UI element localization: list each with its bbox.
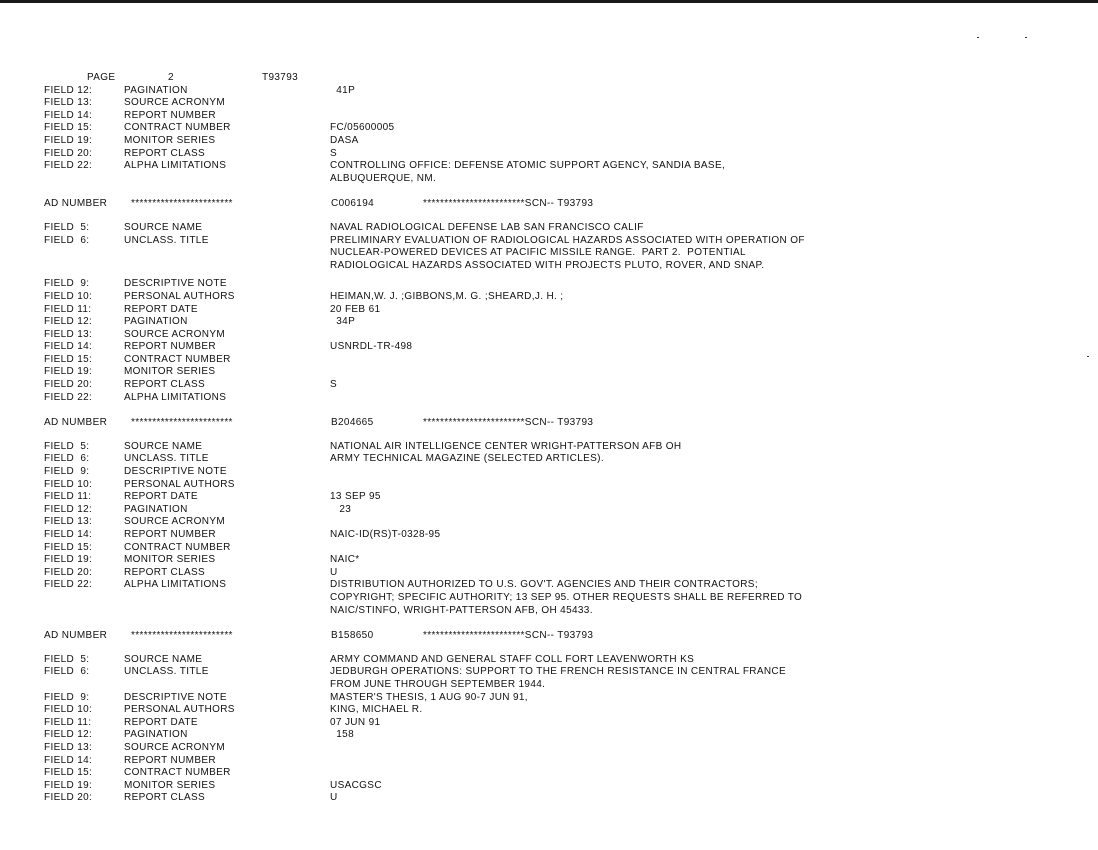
field-name: REPORT DATE — [124, 491, 198, 503]
field-name: MONITOR SERIES — [124, 779, 216, 791]
field-row — [44, 341, 1084, 354]
field-row — [44, 316, 1084, 329]
field-label: FIELD 6: — [44, 666, 90, 678]
field-row — [44, 392, 1084, 405]
field-name: SOURCE ACRONYM — [124, 97, 226, 109]
field-label: FIELD 19: — [44, 134, 93, 146]
field-name: CONTRACT NUMBER — [124, 353, 231, 365]
field-value: DASA — [330, 134, 359, 146]
ad-stars-right: ************************SCN-- T93793 — [423, 417, 594, 429]
field-label: FIELD 19: — [44, 779, 93, 791]
field-value: FROM JUNE THROUGH SEPTEMBER 1944. — [330, 678, 546, 690]
field-label: FIELD 13: — [44, 97, 93, 109]
field-name: UNCLASS. TITLE — [124, 666, 209, 678]
field-label: FIELD 10: — [44, 704, 93, 716]
ad-number-value: C006194 — [331, 198, 375, 210]
field-name: CONTRACT NUMBER — [124, 541, 231, 553]
field-value: KING, MICHAEL R. — [330, 704, 423, 716]
field-value: HEIMAN,W. J. ;GIBBONS,M. G. ;SHEARD,J. H. ; — [330, 290, 564, 302]
record-gap — [44, 211, 1084, 222]
field-value: COPYRIGHT; SPECIFIC AUTHORITY; 13 SEP 95. OTHER REQUESTS SHALL BE REFERRED TO — [330, 591, 803, 603]
field-row — [44, 453, 1084, 466]
field-row — [44, 85, 1084, 98]
field-value — [330, 278, 1084, 291]
ad-number-line — [44, 630, 1084, 643]
field-name: REPORT DATE — [124, 303, 198, 315]
field-value — [330, 767, 1084, 780]
field-name: PAGINATION — [124, 84, 188, 96]
field-name: SOURCE NAME — [124, 440, 203, 452]
field-name — [124, 592, 330, 605]
field-label — [44, 679, 124, 692]
field-value: S — [330, 147, 338, 159]
field-label: FIELD 20: — [44, 147, 93, 159]
field-label — [44, 592, 124, 605]
field-name: UNCLASS. TITLE — [124, 234, 209, 246]
field-row — [44, 542, 1084, 555]
field-name: SOURCE NAME — [124, 653, 203, 665]
search-id: T93793 — [262, 72, 299, 83]
field-value — [330, 466, 1084, 479]
field-row — [44, 491, 1084, 504]
field-name: PERSONAL AUTHORS — [124, 478, 235, 490]
field-value — [330, 354, 1084, 367]
field-label: FIELD 9: — [44, 691, 90, 703]
field-value: DISTRIBUTION AUTHORIZED TO U.S. GOV'T. AGENCIES AND THEIR CONTRACTORS; — [330, 579, 758, 591]
field-value: NAIC/STINFO, WRIGHT-PATTERSON AFB, OH 45433. — [330, 604, 593, 616]
field-name: MONITOR SERIES — [124, 366, 216, 378]
field-label: FIELD 5: — [44, 440, 90, 452]
field-name: UNCLASS. TITLE — [124, 453, 209, 465]
record-gap — [44, 404, 1084, 417]
field-row — [44, 679, 1084, 692]
scan-speck — [1025, 37, 1027, 38]
field-label: FIELD 11: — [44, 716, 92, 728]
field-label: FIELD 14: — [44, 341, 93, 353]
record-gap — [44, 185, 1084, 198]
field-label: FIELD 13: — [44, 328, 93, 340]
scan-top-border — [0, 0, 1098, 3]
field-row — [44, 173, 1084, 186]
field-value — [330, 97, 1084, 110]
field-label: FIELD 6: — [44, 234, 90, 246]
field-row — [44, 529, 1084, 542]
field-value: NAIC* — [330, 554, 360, 566]
field-label: FIELD 15: — [44, 122, 93, 134]
field-row — [44, 767, 1084, 780]
field-row — [44, 592, 1084, 605]
field-name — [124, 247, 330, 260]
field-value: ARMY TECHNICAL MAGAZINE (SELECTED ARTICLES). — [330, 453, 604, 465]
field-value: NUCLEAR-POWERED DEVICES AT PACIFIC MISSILE RANGE. PART 2. POTENTIAL — [330, 247, 746, 259]
field-label: FIELD 13: — [44, 741, 93, 753]
ad-number-line — [44, 417, 1084, 430]
field-row — [44, 278, 1084, 291]
ad-number-label: AD NUMBER — [44, 417, 108, 429]
field-value: S — [330, 379, 338, 391]
field-label: FIELD 19: — [44, 366, 93, 378]
field-value: NAIC-ID(RS)T-0328-95 — [330, 529, 441, 540]
field-value — [330, 742, 1084, 755]
field-label: FIELD 10: — [44, 478, 93, 490]
field-label: FIELD 11: — [44, 303, 92, 315]
ad-number-value: B158650 — [331, 630, 374, 642]
field-label: FIELD 9: — [44, 278, 90, 290]
field-name: REPORT NUMBER — [124, 529, 216, 540]
field-label: FIELD 20: — [44, 566, 93, 578]
field-name: REPORT NUMBER — [124, 109, 216, 121]
field-value: MASTER'S THESIS, 1 AUG 90-7 JUN 91, — [330, 691, 528, 703]
field-label: FIELD 22: — [44, 579, 93, 591]
field-name: SOURCE NAME — [124, 221, 203, 233]
field-name — [124, 605, 330, 618]
field-name: MONITOR SERIES — [124, 134, 216, 146]
ad-number-label: AD NUMBER — [44, 630, 108, 642]
page-label: PAGE — [87, 72, 116, 83]
field-row — [44, 110, 1084, 123]
field-name: REPORT NUMBER — [124, 341, 216, 353]
field-label: FIELD 20: — [44, 379, 93, 391]
field-name: PAGINATION — [124, 729, 188, 741]
page-number: 2 — [168, 72, 174, 83]
field-value: JEDBURGH OPERATIONS: SUPPORT TO THE FRENCH RESISTANCE IN CENTRAL FRANCE — [330, 666, 787, 678]
field-name: CONTRACT NUMBER — [124, 767, 231, 779]
field-name: DESCRIPTIVE NOTE — [124, 278, 227, 290]
field-label: FIELD 22: — [44, 391, 93, 403]
field-name: SOURCE ACRONYM — [124, 741, 226, 753]
field-label: FIELD 15: — [44, 541, 93, 553]
ad-stars-right: ************************SCN-- T93793 — [423, 630, 594, 642]
field-row — [44, 466, 1084, 479]
field-name — [124, 679, 330, 692]
field-value: FC/05600005 — [330, 122, 395, 134]
field-row — [44, 260, 1084, 273]
field-value: ARMY COMMAND AND GENERAL STAFF COLL FORT LEAVENWORTH KS — [330, 653, 695, 665]
field-label: FIELD 12: — [44, 503, 93, 515]
ad-stars-left: ************************ — [131, 630, 233, 642]
field-label — [44, 173, 124, 186]
field-name: PAGINATION — [124, 503, 188, 515]
field-value — [330, 479, 1084, 492]
field-name — [124, 260, 330, 273]
field-name: PERSONAL AUTHORS — [124, 704, 235, 716]
field-label: FIELD 13: — [44, 516, 93, 528]
field-row — [44, 291, 1084, 304]
records-list — [44, 85, 1084, 805]
field-row — [44, 729, 1084, 742]
field-value — [330, 366, 1084, 379]
field-row — [44, 235, 1084, 248]
field-value: RADIOLOGICAL HAZARDS ASSOCIATED WITH PROJECTS PLUTO, ROVER, AND SNAP. — [330, 259, 765, 271]
field-row — [44, 479, 1084, 492]
field-name: SOURCE ACRONYM — [124, 516, 226, 528]
field-label: FIELD 15: — [44, 767, 93, 779]
field-row — [44, 704, 1084, 717]
field-name — [124, 173, 330, 186]
field-row — [44, 742, 1084, 755]
field-row — [44, 755, 1084, 768]
field-value: CONTROLLING OFFICE: DEFENSE ATOMIC SUPPORT AGENCY, SANDIA BASE, — [330, 160, 726, 172]
field-value — [330, 110, 1084, 123]
field-label: FIELD 14: — [44, 109, 93, 121]
field-row — [44, 135, 1084, 148]
field-label: FIELD 5: — [44, 653, 90, 665]
field-row — [44, 554, 1084, 567]
field-value: 07 JUN 91 — [330, 716, 381, 728]
record-gap — [44, 430, 1084, 441]
field-value: ALBUQUERQUE, NM. — [330, 172, 437, 184]
field-row — [44, 441, 1084, 454]
page-header — [44, 72, 1084, 85]
field-name: REPORT NUMBER — [124, 754, 216, 766]
field-row — [44, 148, 1084, 161]
field-row — [44, 780, 1084, 793]
field-value — [330, 329, 1084, 342]
field-row — [44, 504, 1084, 517]
record-gap — [44, 617, 1084, 630]
field-value: PRELIMINARY EVALUATION OF RADIOLOGICAL HAZARDS ASSOCIATED WITH OPERATION OF — [330, 234, 805, 246]
field-row — [44, 222, 1084, 235]
field-name: DESCRIPTIVE NOTE — [124, 691, 227, 703]
field-label: FIELD 6: — [44, 453, 90, 465]
field-label: FIELD 12: — [44, 729, 93, 741]
field-row — [44, 122, 1084, 135]
field-value: 13 SEP 95 — [330, 491, 381, 503]
field-value: NAVAL RADIOLOGICAL DEFENSE LAB SAN FRANCISCO CALIF — [330, 221, 644, 233]
field-label: FIELD 9: — [44, 466, 90, 478]
scan-speck — [1087, 356, 1089, 357]
field-name: REPORT CLASS — [124, 566, 206, 578]
field-name: REPORT DATE — [124, 716, 198, 728]
field-label: FIELD 5: — [44, 221, 90, 233]
ad-number-line — [44, 198, 1084, 211]
field-value — [330, 542, 1084, 555]
field-row — [44, 247, 1084, 260]
field-row — [44, 379, 1084, 392]
field-label: FIELD 11: — [44, 491, 92, 503]
field-name: PERSONAL AUTHORS — [124, 290, 235, 302]
field-row — [44, 366, 1084, 379]
field-value — [330, 392, 1084, 405]
field-row — [44, 717, 1084, 730]
field-name: ALPHA LIMITATIONS — [124, 391, 227, 403]
field-row — [44, 329, 1084, 342]
field-row — [44, 654, 1084, 667]
field-row — [44, 666, 1084, 679]
field-row — [44, 567, 1084, 580]
field-name: REPORT CLASS — [124, 379, 206, 391]
ad-stars-left: ************************ — [131, 417, 233, 429]
field-row — [44, 97, 1084, 110]
field-value: 20 FEB 61 — [330, 303, 381, 315]
field-label: FIELD 15: — [44, 353, 93, 365]
ad-number-label: AD NUMBER — [44, 198, 108, 210]
field-label: FIELD 10: — [44, 290, 93, 302]
field-label: FIELD 14: — [44, 529, 93, 540]
field-name: SOURCE ACRONYM — [124, 328, 226, 340]
field-label: FIELD 20: — [44, 792, 93, 804]
field-name: PAGINATION — [124, 316, 188, 328]
field-name: MONITOR SERIES — [124, 554, 216, 566]
field-label: FIELD 22: — [44, 160, 93, 172]
field-label: FIELD 12: — [44, 84, 93, 96]
ad-number-value: B204665 — [331, 417, 374, 429]
report-page — [44, 72, 1084, 805]
record-gap — [44, 643, 1084, 654]
field-label — [44, 605, 124, 618]
field-label: FIELD 19: — [44, 554, 93, 566]
field-row — [44, 304, 1084, 317]
field-name: CONTRACT NUMBER — [124, 122, 231, 134]
field-value: 23 — [330, 503, 352, 515]
field-row — [44, 516, 1084, 529]
field-value — [330, 755, 1084, 768]
field-label — [44, 247, 124, 260]
field-row — [44, 692, 1084, 705]
field-value: 158 — [330, 729, 354, 741]
field-value — [330, 516, 1084, 529]
ad-stars-right: ************************SCN-- T93793 — [423, 198, 594, 210]
field-value: USNRDL-TR-498 — [330, 341, 413, 353]
field-row — [44, 579, 1084, 592]
field-value: U — [330, 792, 338, 804]
field-value: U — [330, 566, 338, 578]
field-row — [44, 605, 1084, 618]
field-label: FIELD 14: — [44, 754, 93, 766]
field-value: NATIONAL AIR INTELLIGENCE CENTER WRIGHT-PATTERSON AFB OH — [330, 440, 682, 452]
field-row — [44, 160, 1084, 173]
field-value: 41P — [330, 84, 356, 96]
field-label: FIELD 12: — [44, 316, 93, 328]
field-name: REPORT CLASS — [124, 792, 206, 804]
field-name: DESCRIPTIVE NOTE — [124, 466, 227, 478]
field-row — [44, 792, 1084, 805]
scan-speck — [977, 37, 979, 38]
field-label — [44, 260, 124, 273]
ad-stars-left: ************************ — [131, 198, 233, 210]
field-name: ALPHA LIMITATIONS — [124, 579, 227, 591]
field-name: ALPHA LIMITATIONS — [124, 160, 227, 172]
field-value: 34P — [330, 316, 356, 328]
field-row — [44, 354, 1084, 367]
field-name: REPORT CLASS — [124, 147, 206, 159]
field-value: USACGSC — [330, 779, 382, 791]
